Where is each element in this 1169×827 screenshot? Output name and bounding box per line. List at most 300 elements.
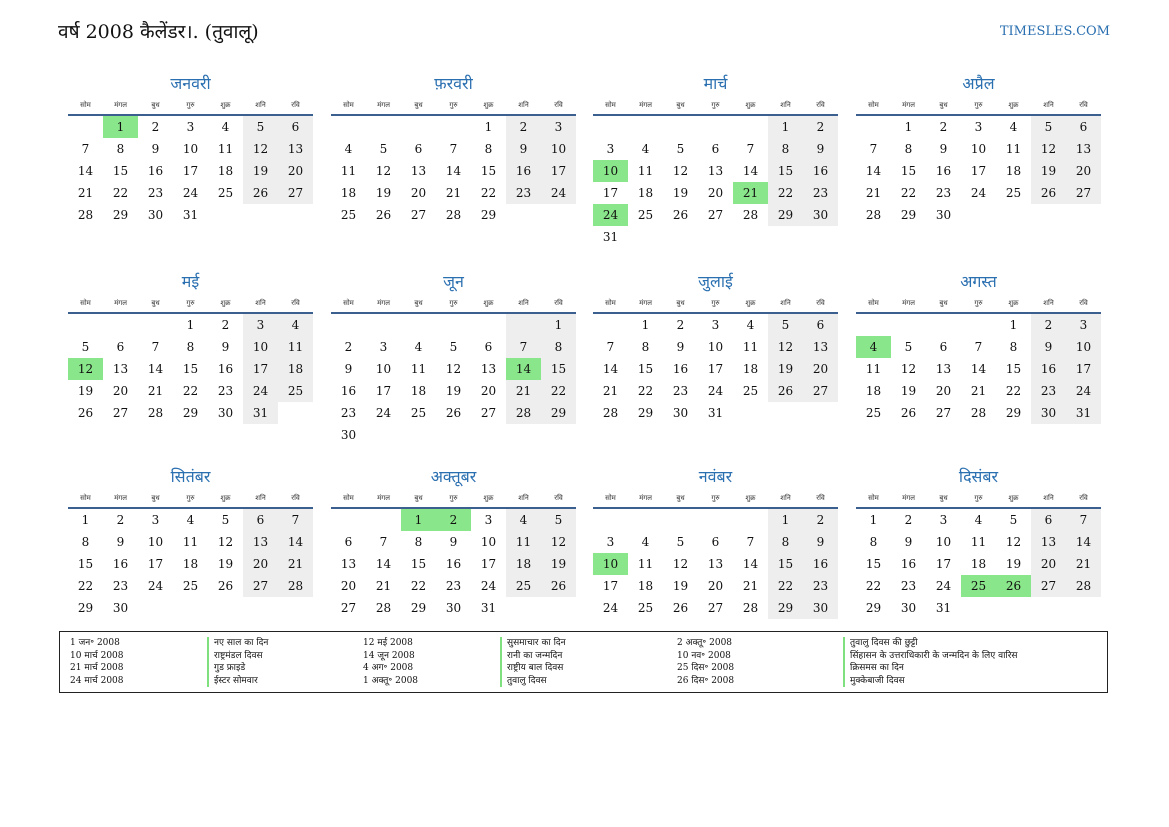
day-cell[interactable]: 26: [672, 208, 689, 222]
day-cell[interactable]: 18: [637, 579, 654, 593]
day-cell[interactable]: 1: [541, 314, 576, 336]
day-cell[interactable]: 12: [1031, 138, 1066, 160]
day-cell[interactable]: 7: [506, 336, 541, 358]
day-cell[interactable]: 20: [1031, 553, 1066, 575]
day-cell[interactable]: 3: [606, 142, 615, 156]
day-cell[interactable]: 1: [869, 513, 878, 527]
day-cell[interactable]: 11: [637, 557, 654, 571]
day-cell[interactable]: 28: [742, 208, 759, 222]
day-cell[interactable]: 10: [707, 340, 724, 354]
day-cell[interactable]: 28: [1066, 575, 1101, 597]
day-cell[interactable]: 20: [340, 579, 357, 593]
day-cell[interactable]: 8: [641, 340, 650, 354]
day-cell[interactable]: 31: [480, 601, 497, 615]
day-cell[interactable]: 16: [340, 384, 357, 398]
day-cell[interactable]: 4: [746, 318, 755, 332]
day-cell[interactable]: 18: [340, 186, 357, 200]
day-cell[interactable]: 4: [186, 513, 195, 527]
day-cell[interactable]: 19: [672, 186, 689, 200]
day-cell[interactable]: 17: [970, 164, 987, 178]
day-cell[interactable]: 30: [445, 601, 462, 615]
day-cell[interactable]: 10: [182, 142, 199, 156]
day-cell[interactable]: 24: [602, 601, 619, 615]
day-cell[interactable]: 21: [77, 186, 94, 200]
day-cell[interactable]: 14: [506, 358, 541, 380]
day-cell[interactable]: 5: [379, 142, 388, 156]
day-cell[interactable]: 22: [182, 384, 199, 398]
day-cell[interactable]: 30: [1031, 402, 1066, 424]
day-cell[interactable]: 29: [768, 204, 803, 226]
day-cell[interactable]: 4: [641, 142, 650, 156]
day-cell[interactable]: 12: [375, 164, 392, 178]
day-cell[interactable]: 5: [243, 116, 278, 138]
day-cell[interactable]: 27: [803, 380, 838, 402]
day-cell[interactable]: 21: [445, 186, 462, 200]
day-cell[interactable]: 5: [221, 513, 230, 527]
day-cell[interactable]: 23: [506, 182, 541, 204]
day-cell[interactable]: 21: [1066, 553, 1101, 575]
day-cell[interactable]: 18: [970, 557, 987, 571]
day-cell[interactable]: 24: [375, 406, 392, 420]
day-cell[interactable]: 25: [182, 579, 199, 593]
day-cell[interactable]: 4: [344, 142, 353, 156]
day-cell[interactable]: 5: [676, 142, 685, 156]
day-cell[interactable]: 17: [935, 557, 952, 571]
day-cell[interactable]: 11: [637, 164, 654, 178]
day-cell[interactable]: 5: [81, 340, 90, 354]
day-cell[interactable]: 24: [182, 186, 199, 200]
day-cell[interactable]: 6: [711, 535, 720, 549]
day-cell[interactable]: 23: [217, 384, 234, 398]
day-cell[interactable]: 9: [151, 142, 160, 156]
day-cell[interactable]: 6: [939, 340, 948, 354]
day-cell[interactable]: 28: [970, 406, 987, 420]
day-cell[interactable]: 2: [803, 509, 838, 531]
day-cell[interactable]: 12: [541, 531, 576, 553]
day-cell[interactable]: 11: [970, 535, 987, 549]
day-cell[interactable]: 3: [484, 513, 493, 527]
day-cell[interactable]: 9: [904, 535, 913, 549]
day-cell[interactable]: 21: [865, 186, 882, 200]
day-cell[interactable]: 19: [768, 358, 803, 380]
day-cell[interactable]: 30: [672, 406, 689, 420]
day-cell[interactable]: 10: [593, 553, 628, 575]
day-cell[interactable]: 29: [865, 601, 882, 615]
day-cell[interactable]: 19: [541, 553, 576, 575]
day-cell[interactable]: 6: [1066, 116, 1101, 138]
day-cell[interactable]: 6: [711, 142, 720, 156]
day-cell[interactable]: 22: [480, 186, 497, 200]
day-cell[interactable]: 13: [803, 336, 838, 358]
day-cell[interactable]: 18: [410, 384, 427, 398]
day-cell[interactable]: 9: [506, 138, 541, 160]
day-cell[interactable]: 20: [112, 384, 129, 398]
day-cell[interactable]: 16: [803, 160, 838, 182]
day-cell[interactable]: 24: [541, 182, 576, 204]
day-cell[interactable]: 26: [445, 406, 462, 420]
day-cell[interactable]: 26: [217, 579, 234, 593]
day-cell[interactable]: 8: [541, 336, 576, 358]
day-cell[interactable]: 5: [904, 340, 913, 354]
day-cell[interactable]: 24: [707, 384, 724, 398]
day-cell[interactable]: 19: [243, 160, 278, 182]
day-cell[interactable]: 1: [401, 509, 436, 531]
day-cell[interactable]: 22: [865, 579, 882, 593]
day-cell[interactable]: 25: [1005, 186, 1022, 200]
day-cell[interactable]: 14: [445, 164, 462, 178]
day-cell[interactable]: 17: [375, 384, 392, 398]
day-cell[interactable]: 7: [1066, 509, 1101, 531]
day-cell[interactable]: 5: [768, 314, 803, 336]
day-cell[interactable]: 6: [116, 340, 125, 354]
day-cell[interactable]: 17: [707, 362, 724, 376]
day-cell[interactable]: 26: [768, 380, 803, 402]
day-cell[interactable]: 9: [221, 340, 230, 354]
day-cell[interactable]: 21: [742, 579, 759, 593]
day-cell[interactable]: 21: [970, 384, 987, 398]
day-cell[interactable]: 4: [856, 336, 891, 358]
day-cell[interactable]: 1: [81, 513, 90, 527]
day-cell[interactable]: 19: [217, 557, 234, 571]
day-cell[interactable]: 2: [904, 513, 913, 527]
day-cell[interactable]: 22: [768, 575, 803, 597]
day-cell[interactable]: 7: [606, 340, 615, 354]
day-cell[interactable]: 23: [803, 575, 838, 597]
day-cell[interactable]: 18: [742, 362, 759, 376]
day-cell[interactable]: 9: [803, 531, 838, 553]
day-cell[interactable]: 26: [900, 406, 917, 420]
day-cell[interactable]: 22: [900, 186, 917, 200]
day-cell[interactable]: 10: [593, 160, 628, 182]
day-cell[interactable]: 16: [1031, 358, 1066, 380]
day-cell[interactable]: 13: [707, 164, 724, 178]
day-cell[interactable]: 2: [116, 513, 125, 527]
day-cell[interactable]: 28: [602, 406, 619, 420]
day-cell[interactable]: 19: [375, 186, 392, 200]
day-cell[interactable]: 13: [112, 362, 129, 376]
day-cell[interactable]: 19: [445, 384, 462, 398]
day-cell[interactable]: 15: [480, 164, 497, 178]
day-cell[interactable]: 23: [900, 579, 917, 593]
day-cell[interactable]: 13: [935, 362, 952, 376]
day-cell[interactable]: 6: [484, 340, 493, 354]
day-cell[interactable]: 8: [116, 142, 125, 156]
day-cell[interactable]: 23: [935, 186, 952, 200]
day-cell[interactable]: 29: [1005, 406, 1022, 420]
day-cell[interactable]: 29: [112, 208, 129, 222]
day-cell[interactable]: 26: [77, 406, 94, 420]
day-cell[interactable]: 2: [1031, 314, 1066, 336]
day-cell[interactable]: 4: [221, 120, 230, 134]
day-cell[interactable]: 14: [865, 164, 882, 178]
day-cell[interactable]: 2: [151, 120, 160, 134]
day-cell[interactable]: 17: [182, 164, 199, 178]
day-cell[interactable]: 15: [541, 358, 576, 380]
day-cell[interactable]: 10: [243, 336, 278, 358]
day-cell[interactable]: 29: [77, 601, 94, 615]
day-cell[interactable]: 5: [1031, 116, 1066, 138]
day-cell[interactable]: 15: [410, 557, 427, 571]
day-cell[interactable]: 10: [970, 142, 987, 156]
day-cell[interactable]: 27: [278, 182, 313, 204]
day-cell[interactable]: 17: [602, 186, 619, 200]
day-cell[interactable]: 28: [147, 406, 164, 420]
day-cell[interactable]: 20: [243, 553, 278, 575]
day-cell[interactable]: 27: [480, 406, 497, 420]
day-cell[interactable]: 7: [278, 509, 313, 531]
day-cell[interactable]: 15: [900, 164, 917, 178]
day-cell[interactable]: 29: [900, 208, 917, 222]
day-cell[interactable]: 17: [541, 160, 576, 182]
day-cell[interactable]: 14: [970, 362, 987, 376]
day-cell[interactable]: 25: [637, 208, 654, 222]
day-cell[interactable]: 22: [637, 384, 654, 398]
day-cell[interactable]: 6: [414, 142, 423, 156]
day-cell[interactable]: 23: [672, 384, 689, 398]
day-cell[interactable]: 27: [1066, 182, 1101, 204]
day-cell[interactable]: 25: [742, 384, 759, 398]
day-cell[interactable]: 1: [904, 120, 913, 134]
day-cell[interactable]: 21: [147, 384, 164, 398]
day-cell[interactable]: 4: [1009, 120, 1018, 134]
day-cell[interactable]: 9: [449, 535, 458, 549]
day-cell[interactable]: 23: [1031, 380, 1066, 402]
day-cell[interactable]: 22: [1005, 384, 1022, 398]
day-cell[interactable]: 14: [278, 531, 313, 553]
day-cell[interactable]: 5: [449, 340, 458, 354]
day-cell[interactable]: 7: [746, 142, 755, 156]
day-cell[interactable]: 12: [445, 362, 462, 376]
day-cell[interactable]: 30: [147, 208, 164, 222]
day-cell[interactable]: 16: [900, 557, 917, 571]
day-cell[interactable]: 12: [768, 336, 803, 358]
day-cell[interactable]: 7: [379, 535, 388, 549]
day-cell[interactable]: 24: [243, 380, 278, 402]
day-cell[interactable]: 18: [182, 557, 199, 571]
day-cell[interactable]: 9: [344, 362, 353, 376]
day-cell[interactable]: 31: [182, 208, 199, 222]
day-cell[interactable]: 25: [340, 208, 357, 222]
day-cell[interactable]: 13: [1031, 531, 1066, 553]
day-cell[interactable]: 8: [768, 531, 803, 553]
day-cell[interactable]: 28: [742, 601, 759, 615]
day-cell[interactable]: 8: [414, 535, 423, 549]
day-cell[interactable]: 12: [217, 535, 234, 549]
day-cell[interactable]: 17: [602, 579, 619, 593]
day-cell[interactable]: 15: [768, 160, 803, 182]
day-cell[interactable]: 21: [278, 553, 313, 575]
day-cell[interactable]: 30: [217, 406, 234, 420]
day-cell[interactable]: 12: [1005, 535, 1022, 549]
day-cell[interactable]: 3: [939, 513, 948, 527]
day-cell[interactable]: 23: [445, 579, 462, 593]
day-cell[interactable]: 22: [112, 186, 129, 200]
day-cell[interactable]: 27: [935, 406, 952, 420]
day-cell[interactable]: 2: [221, 318, 230, 332]
day-cell[interactable]: 13: [410, 164, 427, 178]
day-cell[interactable]: 6: [278, 116, 313, 138]
day-cell[interactable]: 2: [506, 116, 541, 138]
day-cell[interactable]: 24: [935, 579, 952, 593]
day-cell[interactable]: 25: [506, 575, 541, 597]
site-link[interactable]: TIMESLES.COM: [999, 24, 1110, 39]
day-cell[interactable]: 20: [707, 579, 724, 593]
day-cell[interactable]: 7: [81, 142, 90, 156]
day-cell[interactable]: 17: [147, 557, 164, 571]
day-cell[interactable]: 30: [900, 601, 917, 615]
day-cell[interactable]: 7: [746, 535, 755, 549]
day-cell[interactable]: 10: [375, 362, 392, 376]
day-cell[interactable]: 7: [449, 142, 458, 156]
day-cell[interactable]: 9: [676, 340, 685, 354]
day-cell[interactable]: 10: [147, 535, 164, 549]
day-cell[interactable]: 27: [340, 601, 357, 615]
day-cell[interactable]: 16: [445, 557, 462, 571]
day-cell[interactable]: 17: [1066, 358, 1101, 380]
day-cell[interactable]: 22: [410, 579, 427, 593]
day-cell[interactable]: 2: [676, 318, 685, 332]
day-cell[interactable]: 1: [103, 116, 138, 138]
day-cell[interactable]: 12: [68, 358, 103, 380]
day-cell[interactable]: 31: [602, 230, 619, 244]
day-cell[interactable]: 17: [480, 557, 497, 571]
day-cell[interactable]: 9: [803, 138, 838, 160]
day-cell[interactable]: 24: [147, 579, 164, 593]
day-cell[interactable]: 4: [278, 314, 313, 336]
day-cell[interactable]: 12: [243, 138, 278, 160]
day-cell[interactable]: 29: [637, 406, 654, 420]
day-cell[interactable]: 6: [803, 314, 838, 336]
day-cell[interactable]: 18: [506, 553, 541, 575]
day-cell[interactable]: 16: [217, 362, 234, 376]
day-cell[interactable]: 20: [278, 160, 313, 182]
day-cell[interactable]: 13: [707, 557, 724, 571]
day-cell[interactable]: 11: [506, 531, 541, 553]
day-cell[interactable]: 11: [340, 164, 357, 178]
day-cell[interactable]: 12: [900, 362, 917, 376]
day-cell[interactable]: 3: [606, 535, 615, 549]
day-cell[interactable]: 25: [865, 406, 882, 420]
day-cell[interactable]: 28: [278, 575, 313, 597]
day-cell[interactable]: 26: [996, 575, 1031, 597]
day-cell[interactable]: 31: [935, 601, 952, 615]
day-cell[interactable]: 25: [961, 575, 996, 597]
day-cell[interactable]: 2: [344, 340, 353, 354]
day-cell[interactable]: 20: [480, 384, 497, 398]
day-cell[interactable]: 29: [768, 597, 803, 619]
day-cell[interactable]: 30: [803, 597, 838, 619]
day-cell[interactable]: 5: [541, 509, 576, 531]
day-cell[interactable]: 25: [278, 380, 313, 402]
day-cell[interactable]: 10: [480, 535, 497, 549]
day-cell[interactable]: 8: [81, 535, 90, 549]
day-cell[interactable]: 1: [768, 509, 803, 531]
day-cell[interactable]: 6: [243, 509, 278, 531]
day-cell[interactable]: 24: [1066, 380, 1101, 402]
day-cell[interactable]: 28: [77, 208, 94, 222]
day-cell[interactable]: 5: [1009, 513, 1018, 527]
day-cell[interactable]: 19: [1031, 160, 1066, 182]
day-cell[interactable]: 31: [1066, 402, 1101, 424]
day-cell[interactable]: 11: [217, 142, 234, 156]
day-cell[interactable]: 4: [414, 340, 423, 354]
day-cell[interactable]: 29: [182, 406, 199, 420]
day-cell[interactable]: 9: [1031, 336, 1066, 358]
day-cell[interactable]: 11: [1005, 142, 1022, 156]
day-cell[interactable]: 14: [602, 362, 619, 376]
day-cell[interactable]: 13: [278, 138, 313, 160]
day-cell[interactable]: 24: [480, 579, 497, 593]
day-cell[interactable]: 19: [1005, 557, 1022, 571]
day-cell[interactable]: 25: [410, 406, 427, 420]
day-cell[interactable]: 20: [935, 384, 952, 398]
day-cell[interactable]: 14: [742, 557, 759, 571]
day-cell[interactable]: 11: [278, 336, 313, 358]
day-cell[interactable]: 30: [935, 208, 952, 222]
day-cell[interactable]: 21: [602, 384, 619, 398]
day-cell[interactable]: 1: [484, 120, 493, 134]
day-cell[interactable]: 16: [672, 362, 689, 376]
day-cell[interactable]: 19: [900, 384, 917, 398]
day-cell[interactable]: 23: [340, 406, 357, 420]
day-cell[interactable]: 29: [541, 402, 576, 424]
day-cell[interactable]: 26: [375, 208, 392, 222]
day-cell[interactable]: 11: [182, 535, 199, 549]
day-cell[interactable]: 26: [243, 182, 278, 204]
day-cell[interactable]: 15: [865, 557, 882, 571]
day-cell[interactable]: 28: [865, 208, 882, 222]
day-cell[interactable]: 6: [1031, 509, 1066, 531]
day-cell[interactable]: 21: [375, 579, 392, 593]
day-cell[interactable]: 26: [541, 575, 576, 597]
day-cell[interactable]: 25: [217, 186, 234, 200]
day-cell[interactable]: 14: [77, 164, 94, 178]
day-cell[interactable]: 21: [506, 380, 541, 402]
day-cell[interactable]: 11: [865, 362, 882, 376]
day-cell[interactable]: 30: [803, 204, 838, 226]
day-cell[interactable]: 18: [865, 384, 882, 398]
day-cell[interactable]: 14: [147, 362, 164, 376]
day-cell[interactable]: 7: [151, 340, 160, 354]
day-cell[interactable]: 23: [147, 186, 164, 200]
day-cell[interactable]: 10: [541, 138, 576, 160]
day-cell[interactable]: 3: [1066, 314, 1101, 336]
day-cell[interactable]: 18: [217, 164, 234, 178]
day-cell[interactable]: 14: [1066, 531, 1101, 553]
day-cell[interactable]: 13: [1066, 138, 1101, 160]
day-cell[interactable]: 26: [1031, 182, 1066, 204]
day-cell[interactable]: 31: [707, 406, 724, 420]
day-cell[interactable]: 3: [711, 318, 720, 332]
day-cell[interactable]: 4: [974, 513, 983, 527]
day-cell[interactable]: 8: [484, 142, 493, 156]
day-cell[interactable]: 31: [243, 402, 278, 424]
day-cell[interactable]: 8: [904, 142, 913, 156]
day-cell[interactable]: 2: [436, 509, 471, 531]
day-cell[interactable]: 24: [593, 204, 628, 226]
day-cell[interactable]: 29: [480, 208, 497, 222]
day-cell[interactable]: 15: [637, 362, 654, 376]
day-cell[interactable]: 4: [506, 509, 541, 531]
day-cell[interactable]: 16: [803, 553, 838, 575]
day-cell[interactable]: 23: [803, 182, 838, 204]
day-cell[interactable]: 3: [186, 120, 195, 134]
day-cell[interactable]: 5: [676, 535, 685, 549]
day-cell[interactable]: 22: [541, 380, 576, 402]
day-cell[interactable]: 3: [379, 340, 388, 354]
day-cell[interactable]: 27: [707, 601, 724, 615]
day-cell[interactable]: 16: [147, 164, 164, 178]
